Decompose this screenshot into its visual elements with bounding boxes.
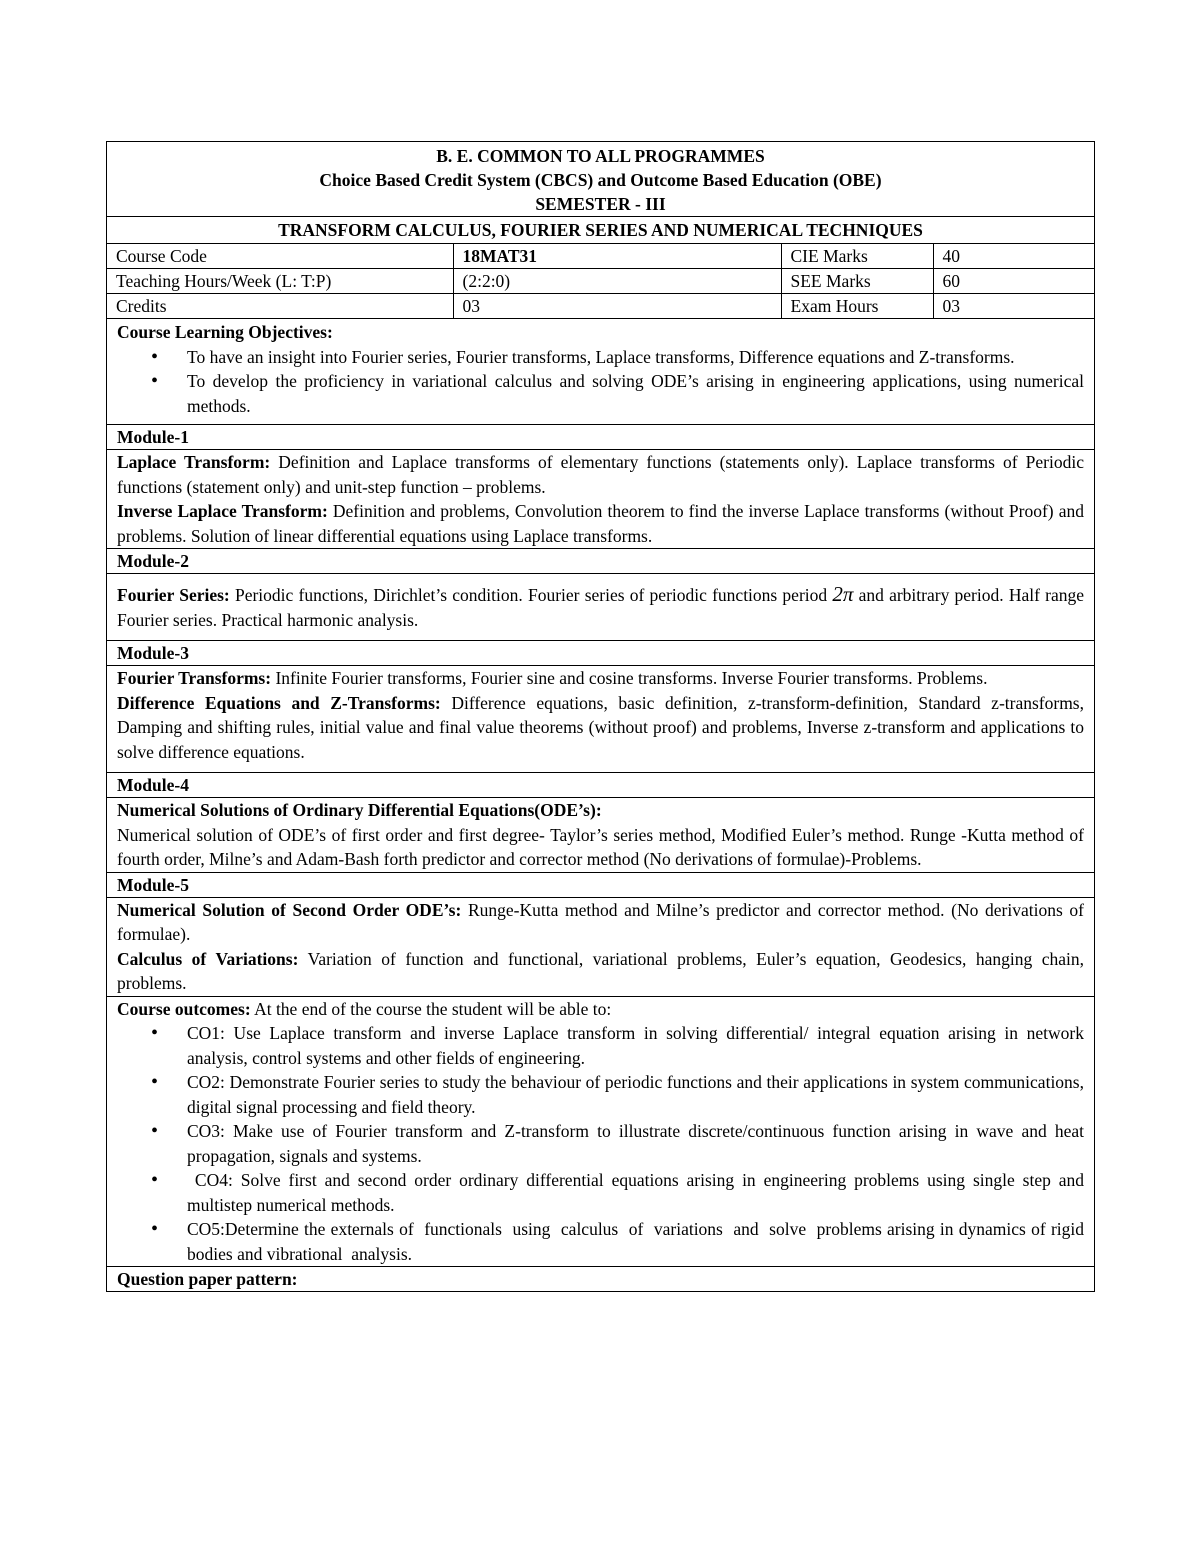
topic-text: Difference equations, basic definition, z-transform-definition, Standard z-transforms, Damping and shifting rules, initial value and final value theorems (without proof) and problems, Inverse z-transform and applications to solve difference equations. [117,692,1084,762]
objectives-heading: Course Learning Objectives: [117,322,333,342]
topic-heading: Inverse Laplace Transform: [117,501,328,521]
info-label: Exam Hours [781,294,933,319]
topic-heading: Fourier Series: [117,585,230,605]
programme-title: B. E. COMMON TO ALL PROGRAMMES [436,146,765,166]
info-label: Credits [107,294,453,319]
module-paragraph [117,582,1084,632]
info-label: Teaching Hours/Week (L: T:P) [107,269,453,294]
info-value: 18MAT31 [453,244,781,269]
outcomes-heading: Course outcomes: [117,998,251,1019]
module-paragraph [117,898,1084,947]
info-label: Course Code [107,244,453,269]
outcome-item: • CO1: Use Laplace transform and inverse Laplace transform in solving differential/ integral equation arising in network analysis, control systems and other fields of engineering. [187,1021,1084,1070]
module-paragraph [117,450,1084,499]
info-value: 03 [453,294,781,319]
module-body [107,574,1094,641]
outcome-item: • CO3: Make use of Fourier transform and Z-transform to illustrate discrete/continuous function arising in wave and heat propagation, signals and systems. [187,1119,1084,1168]
topic-text: and arbitrary period. Half range Fourier series. Practical harmonic analysis. [117,585,1084,630]
info-row [107,294,1094,319]
module-paragraph [117,691,1084,765]
module-heading: Module-2 [107,549,1094,574]
topic-text: Variation of function and functional, variational problems, Euler’s equation, Geodesics, hanging chain, problems. [117,948,1085,993]
outcome-item: • CO5:Determine the externals of functionals using calculus of variations and solve problems arising in dynamics of rigid bodies and vibrational analysis. [187,1217,1084,1266]
module-body [107,666,1094,773]
course-title: TRANSFORM CALCULUS, FOURIER SERIES AND NUMERICAL TECHNIQUES [107,217,1094,244]
scheme-title: Choice Based Credit System (CBCS) and Outcome Based Education (OBE) [319,170,882,190]
outcome-item: • CO2: Demonstrate Fourier series to study the behaviour of periodic functions and their applications in system communications, digital signal processing and field theory. [187,1070,1084,1119]
info-value: 40 [933,244,1094,269]
topic-text: Definition and Laplace transforms of elementary functions (statements only). Laplace transforms of Periodic functions (statement only) and unit-step function – problems. [117,452,1084,497]
info-row [107,244,1094,269]
period-symbol: 2π [832,582,854,606]
topic-text: Runge-Kutta method and Milne’s predictor and corrector method. (No derivations of formulae). [117,899,1084,944]
topic-heading: Difference Equations and Z-Transforms: [117,692,441,713]
topic-heading: Numerical Solutions of Ordinary Differential Equations(ODE’s): [117,800,602,820]
topic-heading: Calculus of Variations: [117,948,299,969]
info-row [107,269,1094,294]
module-body [107,450,1094,549]
topic-text: Infinite Fourier transforms, Fourier sine and cosine transforms. Inverse Fourier transforms. Problems. [271,668,988,688]
semester-title: SEMESTER - III [535,194,666,214]
info-label: SEE Marks [781,269,933,294]
outcomes-intro: At the end of the course the student will be able to: [250,998,612,1019]
objectives-section [107,319,1094,425]
topic-text: Periodic functions, Dirichlet’s condition. Fourier series of periodic functions period [229,585,833,605]
topic-text: Numerical solution of ODE’s of first order and first degree- Taylor’s series method, Modified Euler’s method. Runge -Kutta method of fourth order, Milne’s and Adam-Bash forth predictor and corrector method (No derivations of formulae)-Problems. [117,824,1084,869]
syllabus-table [106,141,1095,1292]
module-body [107,898,1094,997]
module-heading: Module-4 [107,773,1094,798]
module-paragraph [117,666,1084,691]
info-value: 03 [933,294,1094,319]
module-heading: Module-5 [107,873,1094,898]
objectives-list [117,345,1084,419]
question-pattern-heading: Question paper pattern: [117,1269,298,1289]
module-paragraph [117,823,1084,872]
topic-heading: Numerical Solution of Second Order ODE’s: [117,899,462,920]
topic-text: Definition and problems, Convolution theorem to find the inverse Laplace transforms (without Proof) and problems. Solution of linear differential equations using Laplace transforms. [117,501,1085,546]
info-label: CIE Marks [781,244,933,269]
module-heading: Module-1 [107,425,1094,450]
topic-heading: Fourier Transforms: [117,668,272,688]
document-header [107,142,1094,217]
info-value: (2:2:0) [453,269,781,294]
objective-item: • To have an insight into Fourier series, Fourier transforms, Laplace transforms, Difference equations and Z-transforms. [187,345,1084,370]
module-body [107,798,1094,873]
modules-container [107,425,1094,997]
outcome-item: • CO4: Solve first and second order ordinary differential equations arising in engineering problems using single step and multistep numerical methods. [187,1168,1084,1217]
module-paragraph [117,499,1084,548]
info-value: 60 [933,269,1094,294]
objective-item: • To develop the proficiency in variational calculus and solving ODE’s arising in engineering applications, using numerical methods. [187,369,1084,418]
module-paragraph [117,947,1084,996]
topic-heading: Laplace Transform: [117,452,271,472]
outcomes-section [107,997,1094,1268]
course-info-table [107,244,1094,319]
module-heading: Module-3 [107,641,1094,666]
outcomes-list [117,1021,1089,1266]
module-paragraph [117,798,1084,823]
